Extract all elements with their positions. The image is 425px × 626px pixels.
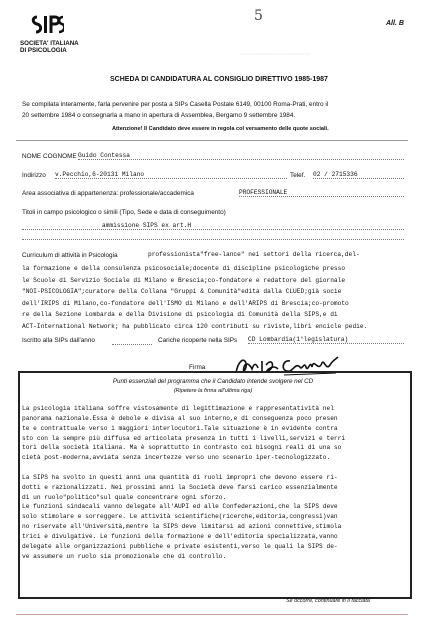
footer-note: Se occorre, continuare in il facciata xyxy=(286,598,370,604)
sips-logo-icon xyxy=(30,14,64,36)
program-line: trici e divulgative. Le funzioni della formazione e dell'editoria specializzata,vanno xyxy=(22,532,338,540)
form-title: SCHEDA DI CANDIDATURA AL CONSIGLIO DIRETTIVO 1985-1987 xyxy=(110,76,328,83)
bottom-rule xyxy=(16,614,408,615)
org-name-line2: DI PSICOLOGIA xyxy=(20,47,67,54)
program-line xyxy=(22,463,406,473)
roles-field[interactable]: CD Lombardia(1°legislatura) xyxy=(248,336,404,344)
org-name-line1: SOCIETA' ITALIANA xyxy=(20,40,79,47)
program-line: di un ruolo"politico"sul quale concentrare ogni sforzo. xyxy=(22,493,227,501)
intro-line1: Se compilata interamente, farla pervenire per posta a SIPs Casella Postale 6149, 00100 Roma-Prati, entro il xyxy=(22,101,329,108)
program-line: dotti e razionalizzati. Nei prossimi anni la Società deve farsi carico essenzialmente xyxy=(22,483,338,491)
attachment-label: All. B xyxy=(386,20,404,27)
program-line: sto con la sempre più diffusa ed articolata presenza in tutti i livelli,servizi e terri xyxy=(22,434,346,442)
curriculum-first-line: professionista"free-lance" nei settori della ricerca,del- xyxy=(148,251,360,258)
phone-label: Telef. xyxy=(290,172,306,179)
program-text[interactable] xyxy=(22,404,406,562)
intro-line2: 20 settembre 1984 o consegnarla a mano in apertura di Assemblea, Bergamo 9 settembre 1984. xyxy=(22,112,296,119)
program-subheading: (Ripetere la firma all'ultima riga) xyxy=(173,388,253,394)
program-heading: Punti essenziali del programma che il Candidato intende svolgere nel CD xyxy=(112,378,314,385)
address-field[interactable]: v.Pecchio,6-20131 Milano xyxy=(55,171,287,179)
program-line: ve assumere un ruolo sia promozionale che di controllo. xyxy=(22,552,227,560)
enrolled-field[interactable] xyxy=(112,343,152,345)
curriculum-line: la formazione e della consulenza psicosociale;docente di discipline psicologiche presso xyxy=(22,265,346,272)
area-field[interactable]: PROFESSIONALE xyxy=(239,189,404,197)
address-label: Indirizzo xyxy=(22,172,46,179)
program-line: panorama nazionale.Essa è debole e divisa al suo interno,e di conseguenza poco presen xyxy=(22,414,338,422)
divider xyxy=(16,140,408,141)
curriculum-line: dell'IRIPS di Milano,co-fondatore dell'ISMO di Milano e dell'ARIPS di Brescia;co-promoto xyxy=(22,299,349,307)
attention-note: Attenzione! Il Candidato deve essere in regola col versamento delle quote sociali. xyxy=(112,126,329,132)
titles-label: Titoli in campo psicologico o simili (Tipo, Sede e data di conseguimento) xyxy=(22,209,226,216)
signature-label: Firma xyxy=(189,364,206,371)
program-line: te e contrattuale verso i maggiori interlocutori.Tale situazione è in evidente contra xyxy=(22,424,338,432)
intro-text xyxy=(22,99,404,121)
program-line: solo stimolare e sorreggere. Le attività scientifiche(ricerche,editoria,congressi)van xyxy=(22,513,338,521)
org-name xyxy=(20,40,79,54)
enrolled-label: Iscritto alla SIPs dall'anno xyxy=(22,337,95,344)
program-line: no riservate all'Università,mentre la SIPS deve limitarsi ad azioni connettive,stimola xyxy=(22,523,342,531)
program-line: delegate alle organizzazioni pubbliche e private esistenti,verso le quali la SIPS de- xyxy=(22,542,338,550)
curriculum-text[interactable] xyxy=(22,263,406,332)
area-label: Area associativa di appartenenza: professionale/accademica xyxy=(22,190,194,197)
program-line: La SIPS ha svolto in questi anni una quantità di ruoli impropri che devono essere ri- xyxy=(22,473,338,481)
titles-blank-line xyxy=(22,238,404,240)
program-line: cietà post-moderna,avviata senza incertezze verso uno scenario iper-tecnologizzato. xyxy=(22,454,331,462)
handwritten-number: 5 xyxy=(254,8,263,24)
program-line: tori della società italiana. Ma è soprattutto in contrasto coi bisogni reali di una so xyxy=(22,444,342,452)
phone-field[interactable]: 02 / 2715336 xyxy=(313,171,404,179)
curriculum-label: Curriculum di attività in Psicologia xyxy=(22,252,118,259)
name-field[interactable]: Guido Contessa xyxy=(78,152,404,160)
titles-field[interactable]: ammissione SIPS ex art.H xyxy=(22,222,404,230)
roles-label: Cariche ricoperte nella SIPs xyxy=(158,337,238,344)
program-line: La psicologia italiana soffre vistosamente di legittimazione e rappresentatività nel xyxy=(22,405,334,412)
curriculum-line: le Scuole di Servizio Sociale di Milano e Brescia;co-fondatore e redattore del giornale xyxy=(22,276,346,284)
curriculum-line: re della Sezione Lombarda e della Divisione di psicologia di Comunità della SIPS,e di xyxy=(22,311,338,318)
curriculum-line: "NOI-PSICOLOGIA";curatore della Collana "Gruppi & Comunità"edita dalla CLUED;già socie xyxy=(22,288,342,295)
curriculum-line: ACT-International Network; ha pubblicato circa 120 contributi su riviste,libri encicle pedie. xyxy=(22,322,368,330)
program-line: Le funzioni sindacali vanno delegate all'AUPI ed alle Confederazioni,che la SIPS deve xyxy=(22,503,338,511)
name-label: NOME COGNOME xyxy=(22,153,77,160)
show-through-mark: ~~~~~~~~~~~~~~~~~~~~~~~~ xyxy=(240,52,311,58)
